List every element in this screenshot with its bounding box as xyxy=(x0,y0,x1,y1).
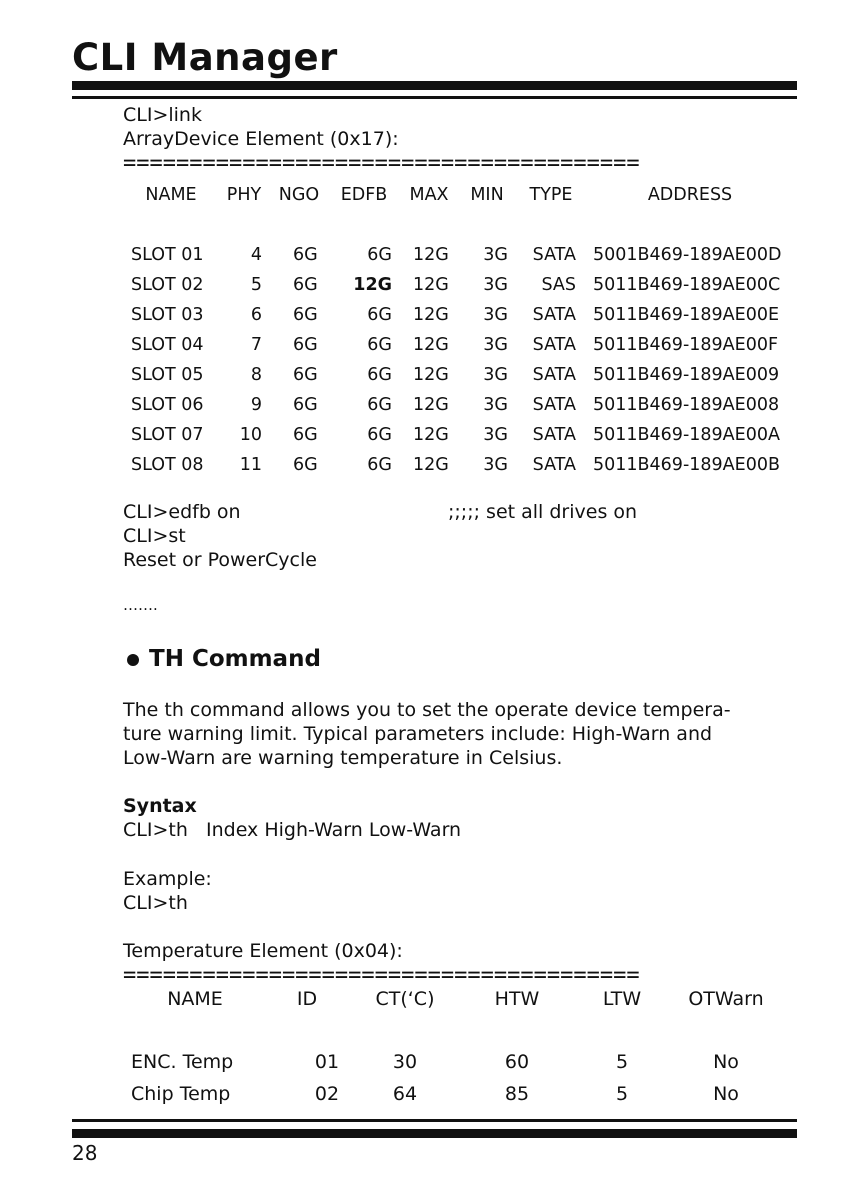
cell-address: 5011B469-189AE00B xyxy=(593,455,780,475)
cell-ngo: 6G xyxy=(293,335,318,355)
column-header: MAX xyxy=(409,185,449,205)
cell-max: 12G xyxy=(413,275,449,295)
cell-address: 5011B469-189AE008 xyxy=(593,395,780,415)
cell-min: 3G xyxy=(483,455,508,475)
cell-phy: 9 xyxy=(250,395,262,415)
cell-max: 12G xyxy=(413,335,449,355)
cell-min: 3G xyxy=(483,395,508,415)
column-header: OTWarn xyxy=(688,988,764,1010)
cell-phy: 7 xyxy=(250,335,262,355)
cell-min: 3G xyxy=(483,425,508,445)
cell-type: SATA xyxy=(532,455,576,475)
column-header: HTW xyxy=(494,988,540,1010)
column-header: TYPE xyxy=(529,185,573,205)
edfb-command: CLI>edfb on xyxy=(123,501,241,523)
cell-address: 5011B469-189AE00F xyxy=(593,335,779,355)
ellipsis: ……. xyxy=(123,596,158,614)
example-label: Example: xyxy=(123,868,212,890)
cell-address: 5011B469-189AE009 xyxy=(593,365,780,385)
cell-edfb: 6G xyxy=(367,425,392,445)
cell-name: SLOT 06 xyxy=(131,395,204,415)
cell-type: SATA xyxy=(532,365,576,385)
reset-text: Reset or PowerCycle xyxy=(123,549,317,571)
cell-address: 5011B469-189AE00C xyxy=(593,275,781,295)
cell-name: SLOT 03 xyxy=(131,305,204,325)
footer-rule-thin xyxy=(72,1119,797,1122)
cell-edfb: 6G xyxy=(367,335,392,355)
cell-phy: 6 xyxy=(250,305,262,325)
cell-ngo: 6G xyxy=(293,245,318,265)
column-header: ADDRESS xyxy=(647,185,733,205)
section-heading: TH Command xyxy=(149,646,321,672)
cell-id: 02 xyxy=(314,1083,340,1105)
cell-edfb: 6G xyxy=(367,395,392,415)
cell-max: 12G xyxy=(413,455,449,475)
cell-address: 5001B469-189AE00D xyxy=(593,245,782,265)
cell-min: 3G xyxy=(483,305,508,325)
cell-ngo: 6G xyxy=(293,305,318,325)
separator-line: ======================================= xyxy=(123,151,640,176)
cell-phy: 5 xyxy=(250,275,262,295)
temperature-element-label: Temperature Element (0x04): xyxy=(123,940,403,962)
cell-type: SAS xyxy=(541,275,576,295)
cell-otwarn: No xyxy=(713,1051,739,1073)
cell-type: SATA xyxy=(532,245,576,265)
bullet-icon xyxy=(127,654,139,666)
page-title: CLI Manager xyxy=(72,36,338,79)
cell-max: 12G xyxy=(413,425,449,445)
cell-name: SLOT 05 xyxy=(131,365,204,385)
cell-edfb: 6G xyxy=(367,245,392,265)
cell-name: Chip Temp xyxy=(131,1083,231,1105)
cell-max: 12G xyxy=(413,365,449,385)
header-rule-thick xyxy=(72,81,797,90)
column-header: NGO xyxy=(278,185,320,205)
cell-ltw: 5 xyxy=(615,1051,629,1073)
cell-name: ENC. Temp xyxy=(131,1051,234,1073)
syntax-label: Syntax xyxy=(123,795,197,817)
cell-name: SLOT 08 xyxy=(131,455,204,475)
column-header: PHY xyxy=(226,185,262,205)
cell-max: 12G xyxy=(413,245,449,265)
cell-name: SLOT 07 xyxy=(131,425,204,445)
cell-max: 12G xyxy=(413,305,449,325)
column-header: LTW xyxy=(602,988,642,1010)
page-number: 28 xyxy=(72,1141,98,1165)
cell-type: SATA xyxy=(532,425,576,445)
cell-ngo: 6G xyxy=(293,365,318,385)
cell-max: 12G xyxy=(413,395,449,415)
cell-id: 01 xyxy=(314,1051,340,1073)
cell-ct: 30 xyxy=(392,1051,418,1073)
column-header: NAME xyxy=(145,185,197,205)
array-device-label: ArrayDevice Element (0x17): xyxy=(123,128,399,150)
column-header: MIN xyxy=(470,185,504,205)
cell-ngo: 6G xyxy=(293,425,318,445)
cli-link-command: CLI>link xyxy=(123,104,202,126)
column-header: NAME xyxy=(167,988,223,1010)
cell-phy: 10 xyxy=(239,425,262,445)
cell-phy: 4 xyxy=(250,245,262,265)
cell-name: SLOT 04 xyxy=(131,335,204,355)
description-line: Low-Warn are warning temperature in Celsius. xyxy=(123,747,563,769)
cell-name: SLOT 01 xyxy=(131,245,204,265)
description-line: The th command allows you to set the operate device tempera- xyxy=(123,699,731,721)
column-header: CT(‘C) xyxy=(375,988,435,1010)
st-command: CLI>st xyxy=(123,525,186,547)
separator-line: ======================================= xyxy=(123,963,640,988)
header-rule-thin xyxy=(72,96,797,99)
cell-type: SATA xyxy=(532,395,576,415)
cell-ngo: 6G xyxy=(293,395,318,415)
cell-ngo: 6G xyxy=(293,455,318,475)
footer-rule-thick xyxy=(72,1129,797,1138)
cell-otwarn: No xyxy=(713,1083,739,1105)
cell-min: 3G xyxy=(483,275,508,295)
cell-edfb-highlighted: 12G xyxy=(353,275,392,295)
cell-type: SATA xyxy=(532,305,576,325)
cell-phy: 8 xyxy=(250,365,262,385)
cell-htw: 60 xyxy=(504,1051,530,1073)
column-header: EDFB xyxy=(340,185,388,205)
description-line: ture warning limit. Typical parameters include: High-Warn and xyxy=(123,723,713,745)
cell-edfb: 6G xyxy=(367,455,392,475)
cell-edfb: 6G xyxy=(367,305,392,325)
cell-edfb: 6G xyxy=(367,365,392,385)
cell-min: 3G xyxy=(483,245,508,265)
cell-ct: 64 xyxy=(392,1083,418,1105)
cell-address: 5011B469-189AE00E xyxy=(593,305,780,325)
cell-min: 3G xyxy=(483,365,508,385)
cell-type: SATA xyxy=(532,335,576,355)
cell-phy: 11 xyxy=(239,455,262,475)
cell-ltw: 5 xyxy=(615,1083,629,1105)
cell-htw: 85 xyxy=(504,1083,530,1105)
edfb-comment: ;;;;; set all drives on xyxy=(448,501,638,523)
cell-name: SLOT 02 xyxy=(131,275,204,295)
syntax-line: CLI>th Index High-Warn Low-Warn xyxy=(123,819,462,841)
cell-address: 5011B469-189AE00A xyxy=(593,425,780,445)
cell-min: 3G xyxy=(483,335,508,355)
example-command: CLI>th xyxy=(123,892,188,914)
cell-ngo: 6G xyxy=(293,275,318,295)
column-header: ID xyxy=(296,988,318,1010)
